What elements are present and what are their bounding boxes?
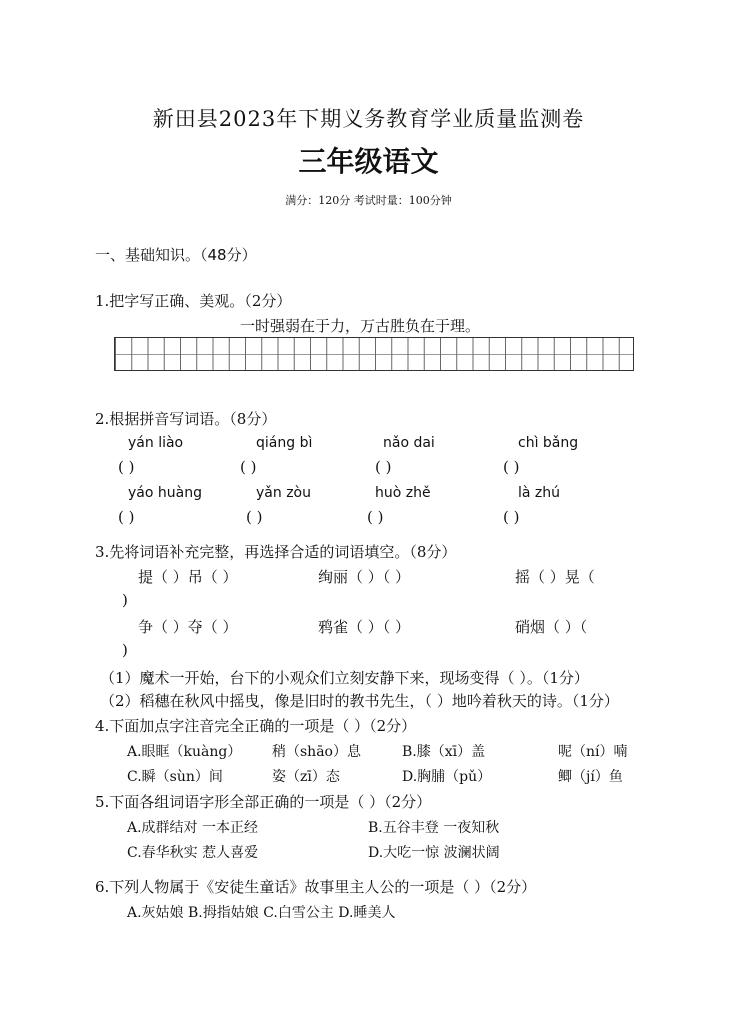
q2-prompt: 2.根据拼音写词语。（8分）: [95, 410, 277, 428]
q5-prompt: 5.下面各组词语字形全部正确的一项是（ ）（2分）: [95, 793, 432, 811]
pinyin-8: là zhú: [518, 485, 561, 501]
pinyin-1: yán liào: [128, 435, 184, 451]
fill-word: 硝烟（ ）（: [515, 618, 588, 636]
pinyin-3: nǎo dai: [383, 435, 435, 451]
q4-option-a2: 稍（shāo）息: [272, 744, 361, 760]
fill-word: 摇（ ）晃（: [515, 568, 595, 586]
answer-bracket[interactable]: ( ): [503, 508, 520, 526]
pinyin-4: chì bǎng: [518, 435, 579, 451]
q3-sentence-1: （1）魔术一开始，台下的小观众们立刻安静下来，现场变得（ ）。（1分）: [100, 669, 589, 687]
pinyin-7: huò zhě: [375, 485, 431, 501]
q4-option-b2: 呢（ní）喃: [558, 744, 628, 760]
answer-bracket[interactable]: ( ): [240, 458, 257, 476]
q4-option-d2: 鲫（jí）鱼: [558, 769, 623, 785]
q6-prompt: 6.下列人物属于《安徒生童话》故事里主人公的一项是（ ）（2分）: [95, 878, 537, 896]
pinyin-6: yǎn zòu: [256, 485, 311, 501]
exam-meta: 满分：120分 考试时量：100分钟: [285, 194, 452, 207]
fill-word: 鸦雀（ ）（ ）: [318, 618, 411, 636]
q1-prompt: 1.把字写正确、美观。（2分）: [95, 292, 292, 310]
q4-prompt: 4.下面加点字注音完全正确的一项是（ ）（2分）: [95, 717, 417, 735]
pinyin-5: yáo huàng: [128, 485, 202, 501]
answer-bracket[interactable]: ( ): [118, 458, 135, 476]
exam-title: 新田县2023年下期义务教育学业质量监测卷: [152, 107, 585, 131]
q3-sentence-2: （2）稻穗在秋风中摇曳，像是旧时的教书先生，（ ）地吟着秋天的诗。（1分）: [100, 692, 619, 710]
answer-bracket[interactable]: ( ): [375, 458, 392, 476]
writing-grid[interactable]: [114, 337, 634, 371]
fill-word-tail: ): [122, 591, 128, 609]
q5-option-c[interactable]: C.春华秋实 惹人喜爱: [127, 845, 259, 861]
section-heading: 一、基础知识。（48分）: [95, 246, 257, 264]
q4-option-c[interactable]: C.瞬（sùn）间: [127, 769, 223, 785]
q4-option-b[interactable]: B.膝（xī）盖: [402, 744, 486, 760]
q4-option-d[interactable]: D.胸脯（pǔ）: [402, 769, 492, 785]
fill-word: 争（ ）夺（ ）: [138, 618, 238, 636]
fill-word: 提（ ）吊（ ）: [138, 568, 238, 586]
exam-subtitle: 三年级语文: [298, 145, 439, 178]
answer-bracket[interactable]: ( ): [246, 508, 263, 526]
q6-options[interactable]: A.灰姑娘 B.拇指姑娘 C.白雪公主 D.睡美人: [127, 905, 396, 921]
answer-bracket[interactable]: ( ): [118, 508, 135, 526]
q5-option-b[interactable]: B.五谷丰登 一夜知秋: [368, 820, 500, 836]
answer-bracket[interactable]: ( ): [503, 458, 520, 476]
fill-word-tail: ): [122, 641, 128, 659]
pinyin-2: qiáng bì: [256, 435, 313, 451]
q4-option-a[interactable]: A.眼眶（kuàng）: [127, 744, 242, 760]
answer-bracket[interactable]: ( ): [367, 508, 384, 526]
q4-option-c2: 姿（zī）态: [272, 769, 340, 785]
fill-word: 绚丽（ ）（ ）: [318, 568, 411, 586]
q5-option-d[interactable]: D.大吃一惊 波澜状阔: [368, 845, 500, 861]
q5-option-a[interactable]: A.成群结对 一本正经: [127, 820, 259, 836]
q1-sentence: 一时强弱在于力，万古胜负在于理。: [240, 317, 481, 335]
q3-prompt: 3.先将词语补充完整，再选择合适的词语填空。（8分）: [95, 543, 457, 561]
